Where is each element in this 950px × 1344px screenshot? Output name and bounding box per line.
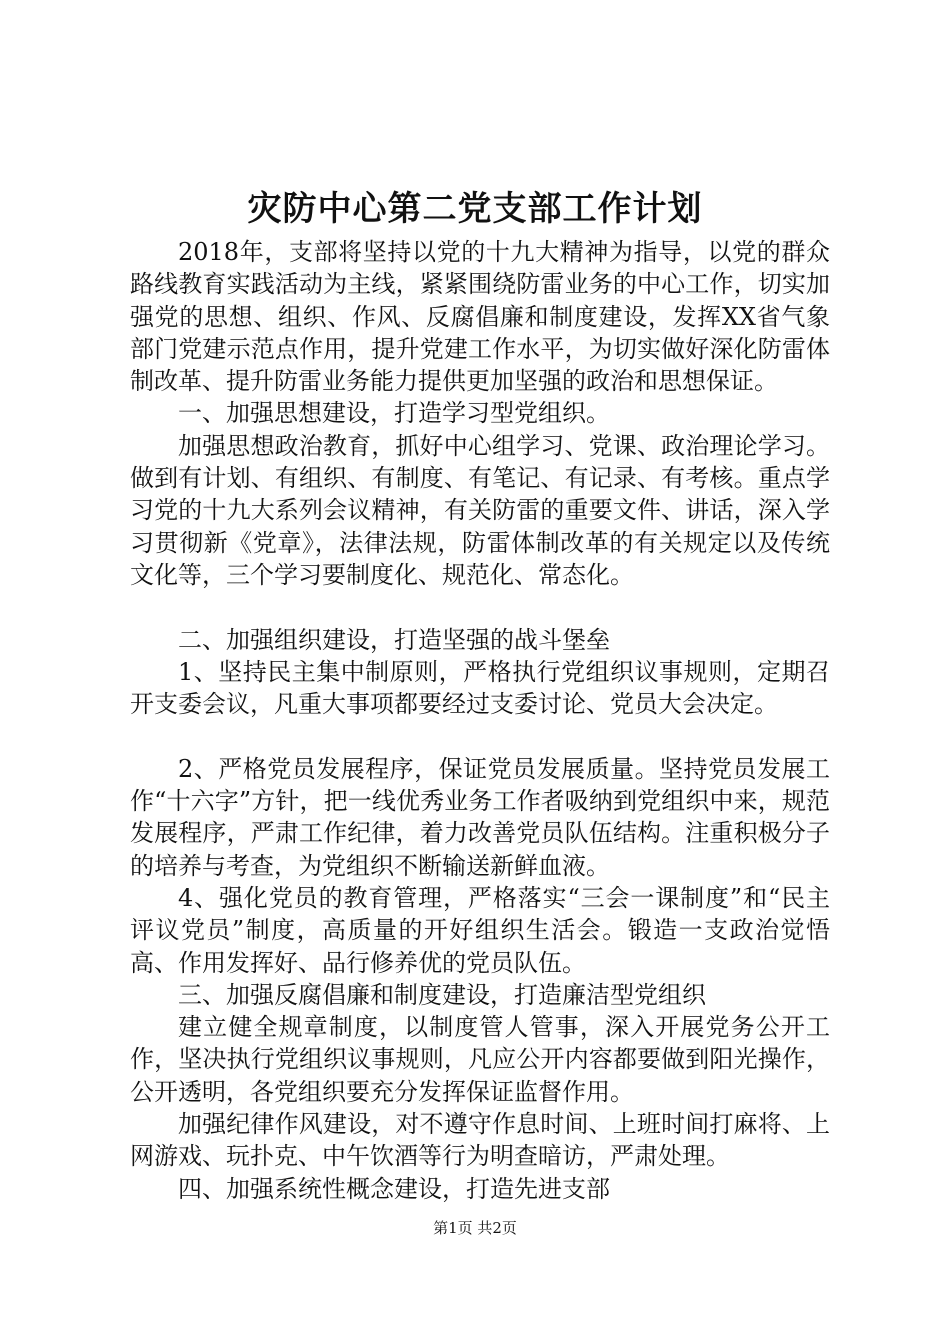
section-heading-2: 二、加强组织建设，打造坚强的战斗堡垒: [178, 625, 610, 654]
page-number-footer: 第1页 共2页: [433, 1219, 517, 1237]
section-2-item-2: 2、严格党员发展程序，保证党员发展质量。坚持党员发展工作“十六字”方针，把一线优秀业务工作者吸纳到党组织中来，规范发展程序，严肃工作纪律，着力改善党员队伍结构。注重积极分子的培养与考查，为党组织不断输送新鲜血液。: [130, 754, 830, 880]
section-2-item-4: 4、强化党员的教育管理，严格落实“三会一课制度”和“民主评议党员”制度，高质量的开好组织生活会。锻造一支政治觉悟高、作用发挥好、品行修养优的党员队伍。: [130, 883, 830, 977]
intro-paragraph: 2018年，支部将坚持以党的十九大精神为指导，以党的群众路线教育实践活动为主线，紧紧围绕防雷业务的中心工作，切实加强党的思想、组织、作风、反腐倡廉和制度建设，发挥XX省气象部门党建示范点作用，提升党建工作水平，为切实做好深化防雷体制改革、提升防雷业务能力提供更加坚强的政治和思想保证。: [130, 238, 830, 396]
document-title: 灾防中心第二党支部工作计划: [247, 189, 703, 229]
section-3-paragraph-1: 建立健全规章制度，以制度管人管事，深入开展党务公开工作，坚决执行党组织议事规则，凡应公开内容都要做到阳光操作，公开透明，各党组织要充分发挥保证监督作用。: [130, 1013, 830, 1106]
section-heading-4: 四、加强系统性概念建设，打造先进支部: [178, 1174, 610, 1203]
section-heading-3: 三、加强反腐倡廉和制度建设，打造廉洁型党组织: [178, 980, 706, 1009]
section-2-item-1: 1、坚持民主集中制原则，严格执行党组织议事规则，定期召开支委会议，凡重大事项都要经过支委讨论、党员大会决定。: [130, 657, 830, 719]
section-1-paragraph: 加强思想政治教育，抓好中心组学习、党课、政治理论学习。做到有计划、有组织、有制度、有笔记、有记录、有考核。重点学习党的十九大系列会议精神，有关防雷的重要文件、讲话，深入学习贯彻新《党章》，法律法规，防雷体制改革的有关规定以及传统文化等，三个学习要制度化、规范化、常态化。: [130, 431, 830, 589]
document-body: [130, 236, 830, 1205]
section-heading-1: 一、加强思想建设，打造学习型党组织。: [178, 399, 610, 428]
section-3-paragraph-2: 加强纪律作风建设，对不遵守作息时间、上班时间打麻将、上网游戏、玩扑克、中午饮酒等行为明查暗访，严肃处理。: [130, 1110, 830, 1171]
